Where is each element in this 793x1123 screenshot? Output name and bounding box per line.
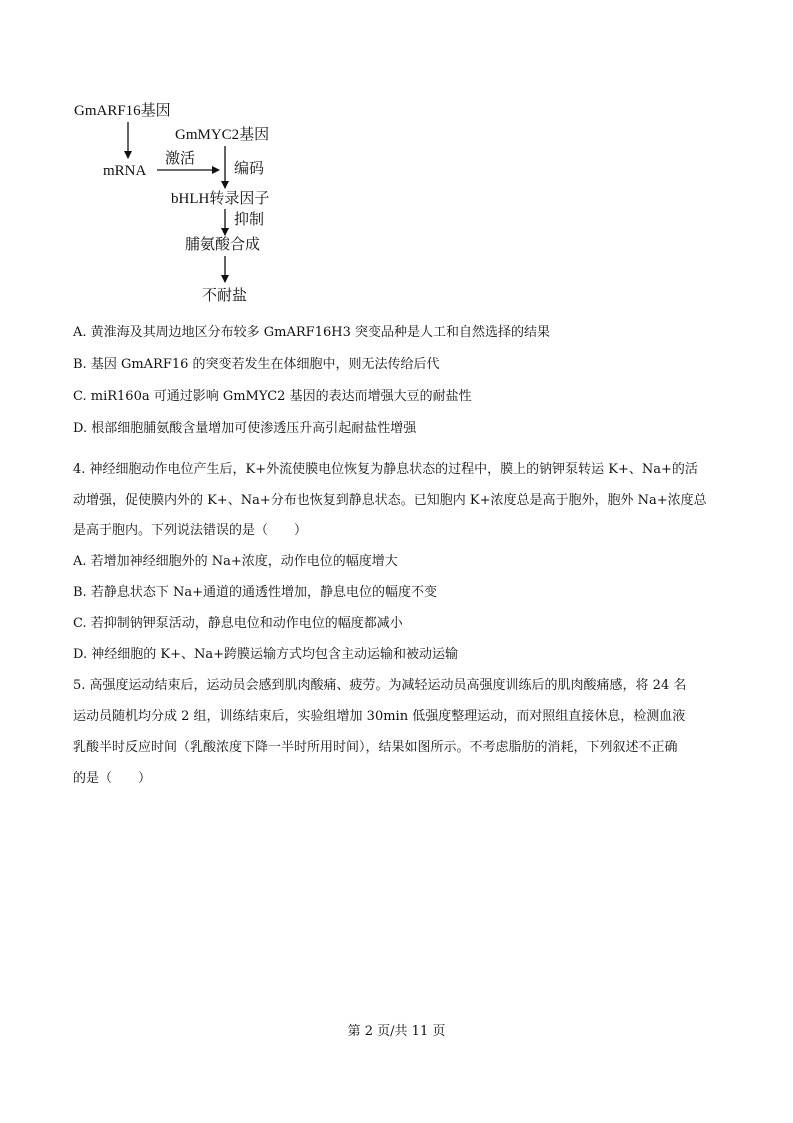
q3-option-a: A. 黄淮海及其周边地区分布较多 GmARF16H3 突变品种是人工和自然选择的结果: [73, 325, 550, 340]
q5-stem-line-3: 乳酸半时反应时间（乳酸浓度下降一半时所用时间），结果如图所示。不考虑脂肪的消耗，下列叙述不正确: [73, 740, 678, 755]
mrna-label: mRNA: [103, 163, 147, 179]
q5-stem-line-4: 的是（ ）: [73, 771, 152, 786]
q4-option-a: A. 若增加神经细胞外的 Na+浓度，动作电位的幅度增大: [73, 554, 398, 569]
encode-label: 编码: [234, 161, 265, 177]
diagram-arrows: [0, 0, 793, 310]
q4-option-b: B. 若静息状态下 Na+通道的通透性增加，静息电位的幅度不变: [73, 585, 437, 600]
bhlh-label: bHLH转录因子: [171, 191, 270, 207]
q5-stem-line-1: 5. 高强度运动结束后，运动员会感到肌肉酸痛、疲劳。为减轻运动员高强度训练后的肌肉酸痛感，将 24 名: [73, 678, 687, 693]
q4-option-c: C. 若抑制钠钾泵活动，静息电位和动作电位的幅度都减小: [73, 616, 403, 631]
not-salt-tolerant-label: 不耐盐: [202, 288, 248, 304]
q3-option-b: B. 基因 GmARF16 的突变若发生在体细胞中，则无法传给后代: [73, 357, 440, 372]
q4-stem-line-3: 是高于胞内。下列说法错误的是（ ）: [73, 523, 308, 538]
q3-option-d: D. 根部细胞脯氨酸含量增加可使渗透压升高引起耐盐性增强: [73, 421, 417, 436]
page-number-footer: 第 2 页/共 11 页: [347, 1024, 446, 1039]
activate-label: 激活: [165, 151, 196, 167]
gmarf16-gene-label: GmARF16基因: [74, 103, 171, 119]
inhibit-label: 抑制: [234, 212, 265, 228]
gmmyc2-gene-label: GmMYC2基因: [175, 127, 270, 143]
q3-option-c: C. miR160a 可通过影响 GmMYC2 基因的表达而增强大豆的耐盐性: [73, 389, 472, 404]
gene-regulation-diagram: [0, 0, 793, 310]
proline-synthesis-label: 脯氨酸合成: [185, 237, 261, 253]
q5-stem-line-2: 运动员随机均分成 2 组，训练结束后，实验组增加 30min 低强度整理运动，而对照组直接休息，检测血液: [73, 709, 686, 724]
q4-stem-line-1: 4. 神经细胞动作电位产生后，K+外流使膜电位恢复为静息状态的过程中，膜上的钠钾泵转运 K+、Na+的活: [73, 462, 698, 477]
q4-stem-line-2: 动增强，促使膜内外的 K+、Na+分布也恢复到静息状态。已知胞内 K+浓度总是高于胞外，胞外 Na+浓度总: [73, 493, 707, 508]
q4-option-d: D. 神经细胞的 K+、Na+跨膜运输方式均包含主动运输和被动运输: [73, 647, 458, 662]
